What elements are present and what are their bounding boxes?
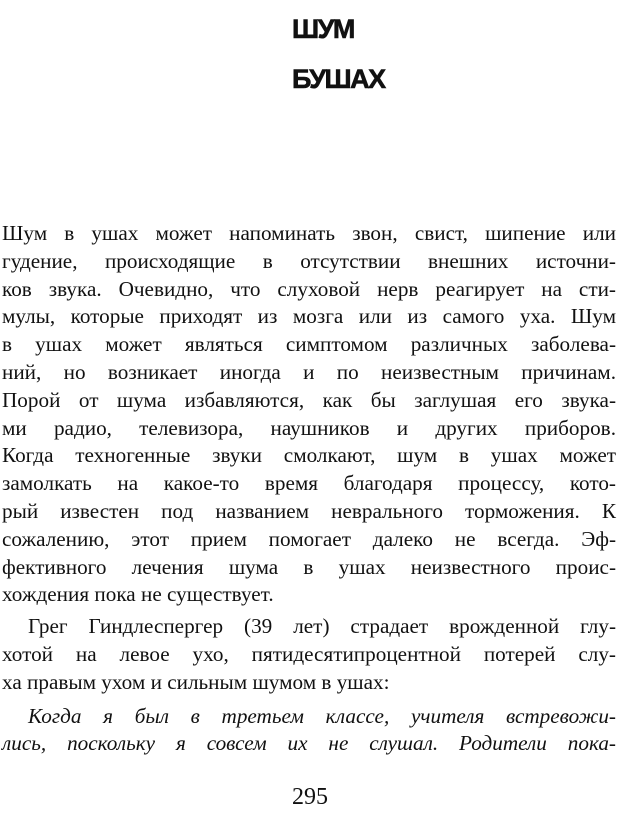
text-line: Грег Гиндлеспергер (39 лет) страдает врожденной глу- — [28, 614, 616, 639]
heading-line-1: ШУМ — [292, 14, 354, 44]
text-line: Шум в ушах может напоминать звон, свист, шипение или — [2, 221, 616, 245]
chapter-heading — [292, 4, 492, 104]
quote-line: лись, поскольку я совсем их не слушал. Родители пока- — [2, 731, 616, 756]
text-line: гудение, происходящие в отсутствии внешних источни- — [2, 248, 616, 273]
text-line: в ушах может являться симптомом различных заболева- — [2, 332, 616, 357]
quote-block — [2, 703, 616, 759]
text-line: хождения пока не существует. — [2, 582, 274, 607]
text-line: Порой от шума избавляются, как бы заглушая его звука- — [2, 387, 616, 412]
text-line: Когда техногенные звуки смолкают, шум в ушах может — [2, 443, 616, 468]
text-line: рый известен под названием неврального торможения. К — [2, 498, 616, 523]
text-line: мулы, которые приходят из мозга или из самого уха. Шум — [2, 304, 616, 329]
text-line: замолкать на какое-то время благодаря процессу, кото- — [2, 471, 616, 496]
text-line: сожалению, этот прием помогает далеко не всегда. Эф- — [2, 526, 616, 551]
text-line: фективного лечения шума в ушах неизвестного проис- — [2, 554, 616, 579]
text-line: ха правым ухом и сильным шумом в ушах: — [2, 669, 390, 694]
text-line: ний, но возникает иногда и по неизвестным причинам. — [2, 359, 616, 384]
text-line: ков звука. Очевидно, что слуховой нерв реагирует на сти- — [2, 276, 616, 301]
paragraph-1 — [2, 220, 616, 609]
text-line: ми радио, телевизора, наушников и других приборов. — [2, 415, 616, 440]
page-number: 295 — [292, 784, 328, 810]
quote-line: Когда я был в третьем классе, учителя встревожи- — [28, 703, 616, 728]
body-text — [2, 220, 616, 758]
heading-line-2: БУШАХ — [292, 64, 385, 94]
text-line: хотой на левое ухо, пятидесятипроцентной потерей слу- — [2, 641, 616, 666]
paragraph-2 — [2, 613, 616, 696]
